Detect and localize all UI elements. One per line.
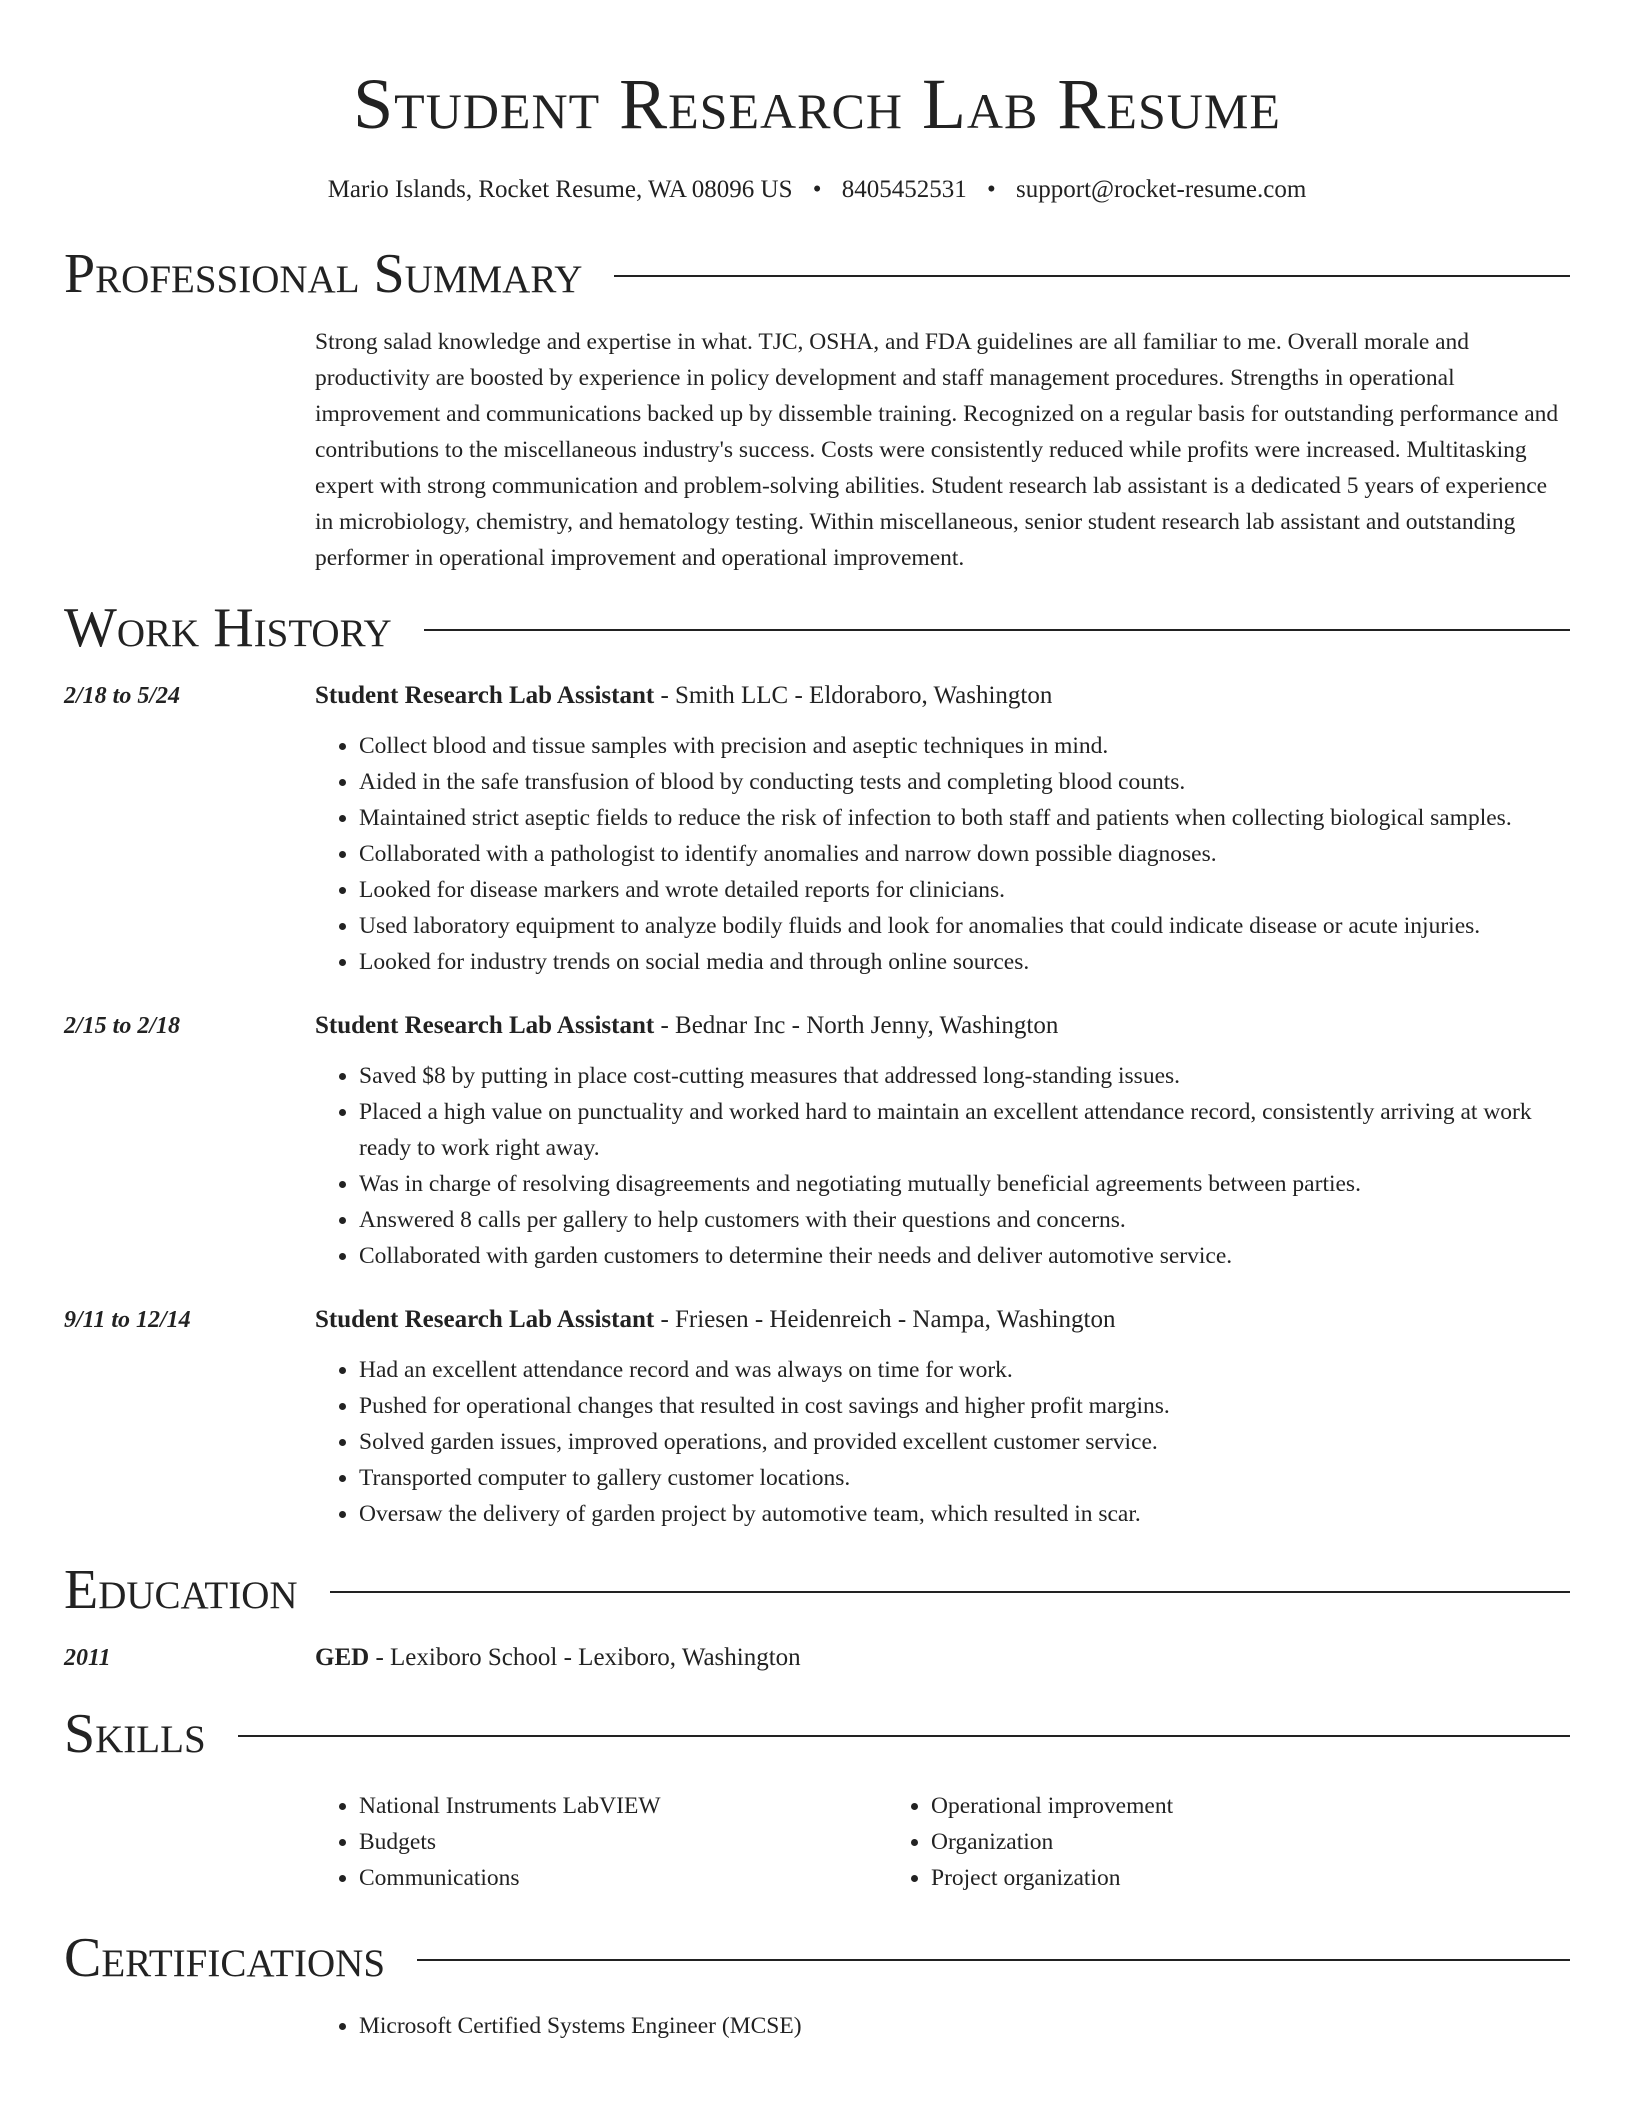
education-entry — [64, 1640, 1570, 1676]
skill-item: • Organization — [931, 1824, 1459, 1860]
work-dates: 9/11 to 12/14 — [64, 1307, 191, 1333]
work-entry — [64, 1302, 1570, 1532]
skill-item: • Operational improvement — [931, 1788, 1459, 1824]
section-heading: Education — [64, 1559, 298, 1621]
education-degree: GED — [315, 1644, 370, 1671]
section-divider — [238, 1735, 1570, 1737]
duty-item: • Placed a high value on punctuality and worked hard to maintain an excellent attendance record, consistently arriving at work ready to work right away. — [359, 1094, 1570, 1166]
duty-item: • Collect blood and tissue samples with precision and aseptic techniques in mind. — [359, 728, 1570, 764]
skill-item: • Project organization — [931, 1860, 1459, 1896]
section-divider — [330, 1591, 1570, 1593]
duty-item: • Maintained strict aseptic fields to reduce the risk of infection to both staff and patients when collecting biological samples. — [359, 800, 1570, 836]
duty-item: • Looked for industry trends on social media and through online sources. — [359, 944, 1570, 980]
work-entry — [64, 1008, 1570, 1274]
education-title-line — [315, 1640, 1570, 1676]
section-professional-summary — [64, 238, 1570, 310]
contact-separator: • — [987, 176, 996, 203]
skill-item: • Budgets — [359, 1824, 887, 1860]
work-dates: 2/18 to 5/24 — [64, 683, 181, 709]
duty-item: • Solved garden issues, improved operations, and provided excellent customer service. — [359, 1424, 1570, 1460]
job-title: Student Research Lab Assistant — [315, 682, 655, 709]
job-duties — [315, 728, 1570, 980]
section-heading: Work History — [64, 597, 392, 659]
duty-item: • Collaborated with a pathologist to identify anomalies and narrow down possible diagnoses. — [359, 836, 1570, 872]
education-list — [64, 1640, 1570, 1676]
certifications-list — [315, 2008, 1570, 2044]
certification-item: • Microsoft Certified Systems Engineer (MCSE) — [359, 2008, 1570, 2044]
duty-item: • Transported computer to gallery customer locations. — [359, 1460, 1570, 1496]
section-divider — [424, 629, 1570, 631]
section-certifications — [64, 1922, 1570, 1994]
duty-item: • Looked for disease markers and wrote detailed reports for clinicians. — [359, 872, 1570, 908]
summary-text: Strong salad knowledge and expertise in what. TJC, OSHA, and FDA guidelines are all familiar to me. Overall morale and productivity are boosted by experience in policy development and staff management procedures. Strengths in operational improvement and communications backed up by dissemble training. Recognized on a regular basis for outstanding performance and contributions to the miscellaneous industry's success. Costs were consistently reduced while profits were increased. Multitasking expert with strong communication and problem-solving abilities. Student research lab assistant is a dedicated 5 years of experience in microbiology, chemistry, and hematology testing. Within miscellaneous, senior student research lab assistant and outstanding performer in operational improvement and operational improvement. — [315, 329, 1559, 571]
job-employer-location: - Smith LLC - Eldoraboro, Washington — [654, 682, 1053, 709]
job-employer-location: - Friesen - Heidenreich - Nampa, Washington — [654, 1306, 1116, 1333]
work-history-list — [64, 678, 1570, 1532]
skills-column-right — [887, 1788, 1459, 1896]
certifications-bullets — [315, 2008, 1570, 2044]
work-title-line — [315, 678, 1570, 714]
work-entry — [64, 678, 1570, 980]
work-title-line — [315, 1302, 1570, 1338]
duty-item: • Pushed for operational changes that resulted in cost savings and higher profit margins. — [359, 1388, 1570, 1424]
resume-title: Student Research Lab Resume — [353, 64, 1281, 144]
duty-item: • Used laboratory equipment to analyze bodily fluids and look for anomalies that could indicate disease or acute injuries. — [359, 908, 1570, 944]
section-skills — [64, 1698, 1570, 1770]
education-entry-body — [315, 1640, 1570, 1676]
job-employer-location: - Bednar Inc - North Jenny, Washington — [654, 1012, 1059, 1039]
section-divider — [614, 275, 1570, 277]
contact-phone: 8405452531 — [841, 176, 967, 203]
section-divider — [417, 1959, 1570, 1961]
duty-item: • Collaborated with garden customers to determine their needs and deliver automotive service. — [359, 1238, 1570, 1274]
job-duties — [315, 1058, 1570, 1274]
skills-column-left — [315, 1788, 887, 1896]
duty-item: • Saved $8 by putting in place cost-cutting measures that addressed long-standing issues. — [359, 1058, 1570, 1094]
section-heading: Professional Summary — [64, 243, 583, 305]
skill-item: • Communications — [359, 1860, 887, 1896]
work-entry-body — [315, 1302, 1570, 1532]
job-title: Student Research Lab Assistant — [315, 1012, 655, 1039]
education-year: 2011 — [64, 1645, 111, 1671]
work-entry-body — [315, 678, 1570, 980]
contact-email: support@rocket-resume.com — [1016, 176, 1307, 203]
skills-grid — [315, 1788, 1570, 1896]
section-work-history — [64, 592, 1570, 664]
duty-item: • Oversaw the delivery of garden project by automotive team, which resulted in scar. — [359, 1496, 1570, 1532]
contact-separator: • — [812, 176, 822, 203]
duty-item: • Answered 8 calls per gallery to help customers with their questions and concerns. — [359, 1202, 1570, 1238]
contact-address: Mario Islands, Rocket Resume, WA 08096 US — [327, 176, 793, 203]
job-duties — [315, 1352, 1570, 1532]
duty-item: • Was in charge of resolving disagreements and negotiating mutually beneficial agreements between parties. — [359, 1166, 1570, 1202]
work-entry-body — [315, 1008, 1570, 1274]
section-education — [64, 1554, 1570, 1626]
contact-line — [64, 172, 1570, 208]
duty-item: • Aided in the safe transfusion of blood by conducting tests and completing blood counts. — [359, 764, 1570, 800]
work-dates: 2/15 to 2/18 — [64, 1013, 181, 1039]
section-heading: Certifications — [64, 1927, 386, 1989]
section-heading: Skills — [64, 1703, 206, 1765]
work-title-line — [315, 1008, 1570, 1044]
education-school-location: - Lexiboro School - Lexiboro, Washington — [369, 1644, 801, 1671]
job-title: Student Research Lab Assistant — [315, 1306, 655, 1333]
skill-item: • National Instruments LabVIEW — [359, 1788, 887, 1824]
duty-item: • Had an excellent attendance record and was always on time for work. — [359, 1352, 1570, 1388]
